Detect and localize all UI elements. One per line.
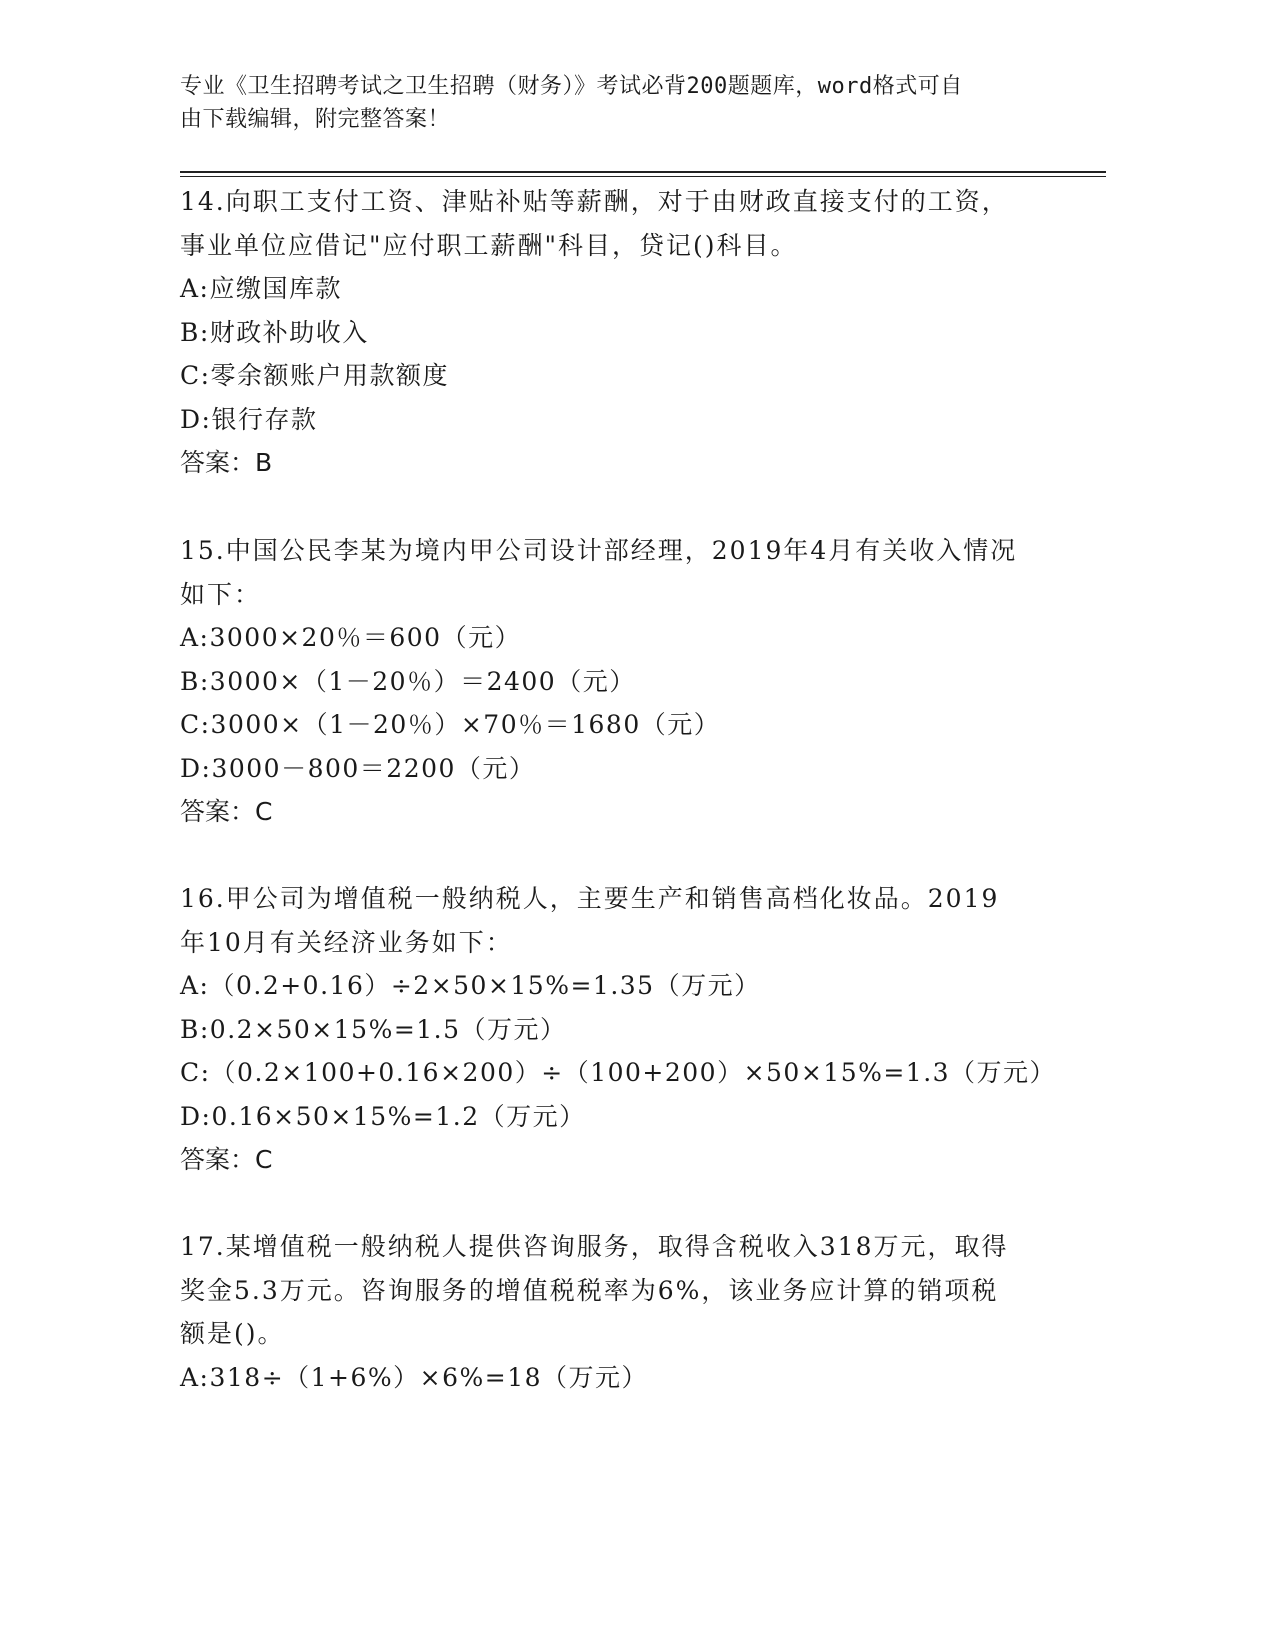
option-a: A:（0.2+0.16）÷2×50×15%=1.35（万元）: [180, 971, 761, 1000]
document-header: [180, 70, 1040, 136]
option-c: C:零余额账户用款额度: [180, 361, 450, 390]
answer-line: 答案：B: [180, 448, 273, 477]
question-stem-line: 17.某增值税一般纳税人提供咨询服务，取得含税收入318万元，取得: [180, 1232, 1009, 1261]
header-divider-thin: [180, 176, 1106, 177]
option-d: D:0.16×50×15%=1.2（万元）: [180, 1101, 586, 1131]
header-divider-thick: [180, 171, 1106, 173]
answer-line: 答案：C: [180, 797, 273, 826]
question-stem-line: 如下：: [180, 579, 262, 609]
question-stem-line: 额是()。: [180, 1319, 285, 1348]
option-a: A:3000×20％＝600（元）: [180, 623, 522, 652]
question-16: [180, 877, 1060, 1182]
question-stem-line: 15.中国公民李某为境内甲公司设计部经理，2019年4月有关收入情况: [180, 536, 1018, 565]
header-line-1: 专业《卫生招聘考试之卫生招聘（财务）》考试必背200题题库，word格式可自: [180, 74, 963, 99]
option-d: D:银行存款: [180, 404, 318, 434]
question-14: [180, 180, 1060, 485]
option-a: A:应缴国库款: [180, 274, 342, 303]
answer-line: 答案：C: [180, 1145, 273, 1174]
option-a: A:318÷（1+6%）×6%=18（万元）: [180, 1362, 649, 1392]
option-b: B:3000×（1－20％）＝2400（元）: [180, 666, 636, 696]
option-c: C:3000×（1－20％）×70％＝1680（元）: [180, 710, 721, 739]
question-stem-line: 16.甲公司为增值税一般纳税人，主要生产和销售高档化妆品。2019: [180, 884, 1000, 913]
option-c: C:（0.2×100+0.16×200）÷（100+200）×50×15%=1.3（万元）: [180, 1058, 1057, 1087]
question-stem-line: 年10月有关经济业务如下：: [180, 927, 513, 957]
question-17: [180, 1225, 1060, 1399]
option-d: D:3000－800＝2200（元）: [180, 753, 536, 783]
question-stem-line: 奖金5.3万元。咨询服务的增值税税率为6%，该业务应计算的销项税: [180, 1275, 999, 1305]
question-stem-line: 事业单位应借记"应付职工薪酬"科目，贷记()科目。: [180, 230, 798, 260]
option-b: B:财政补助收入: [180, 317, 369, 347]
question-15: [180, 529, 1060, 834]
header-line-2: 由下载编辑，附完整答案！: [180, 107, 451, 132]
option-b: B:0.2×50×15%=1.5（万元）: [180, 1014, 567, 1044]
question-stem-line: 14.向职工支付工资、津贴补贴等薪酬，对于由财政直接支付的工资，: [180, 187, 1009, 216]
